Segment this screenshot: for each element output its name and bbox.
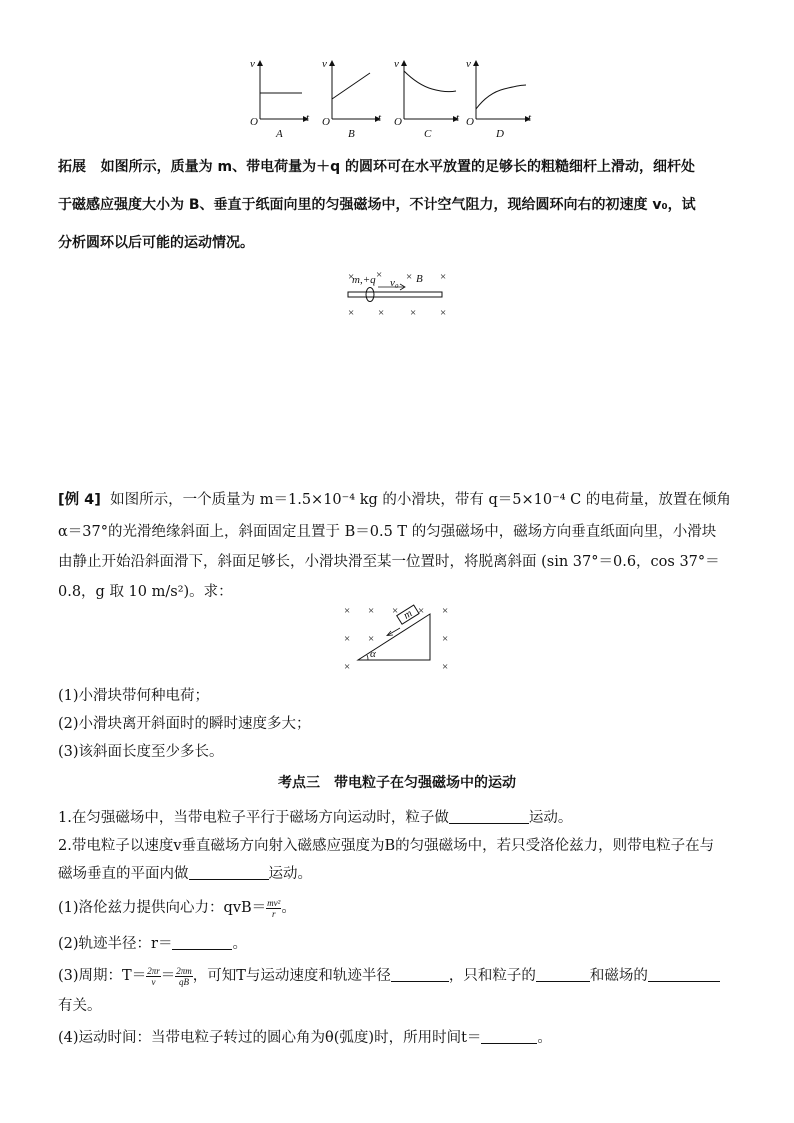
cross-mark: ×	[344, 633, 351, 645]
cross-mark: ×	[440, 307, 447, 319]
answer-blank[interactable]	[481, 1029, 537, 1044]
answer-blank[interactable]	[648, 967, 720, 982]
extension-label: 拓展	[58, 159, 86, 175]
formula-3-line-2: 有关。	[58, 998, 102, 1014]
graph-c-caption: C	[424, 128, 432, 140]
rod	[348, 292, 442, 297]
cross-mark: ×	[348, 271, 355, 283]
graph-b-t-label: t	[378, 112, 382, 124]
answer-blank[interactable]	[536, 967, 590, 982]
graph-a-caption: A	[276, 128, 283, 140]
example4-text-3: 由静止开始沿斜面滑下，斜面足够长，小滑块滑至某一位置时，将脱离斜面 (sin 37°＝0.6，cos 37°＝	[58, 554, 720, 570]
cross-mark: ×	[344, 661, 351, 673]
cross-mark: ×	[392, 605, 399, 617]
ring-rod-figure	[340, 268, 460, 322]
answer-blank[interactable]	[391, 967, 449, 982]
formula-3: (3)周期：T＝ $\frac{2\pi r}{v}$ ＝ $\frac{2\pi m}{qB}$ ，可知T与运动速度和轨迹半径 ，只和粒子的 和磁场的	[58, 964, 720, 987]
graph-c-origin: O	[394, 116, 402, 128]
cross-mark: ×	[406, 271, 413, 283]
ring-label-v0: v₀	[390, 277, 399, 289]
ring	[366, 288, 374, 302]
graph-d	[466, 58, 532, 140]
formula3-text: (3)周期：T＝	[58, 968, 147, 984]
example4-question-2: (2)小滑块离开斜面时的瞬时速度多大；	[58, 716, 311, 732]
extension-line-1	[58, 156, 695, 176]
fraction-2pim-qb: $\frac{2\pi m}{qB}$	[176, 965, 192, 987]
cross-mark: ×	[368, 633, 375, 645]
cross-mark: ×	[442, 661, 449, 673]
answer-blank[interactable]	[189, 865, 269, 880]
graph-d-t-label: t	[528, 112, 532, 124]
example4-question-1: (1)小滑块带何种电荷；	[58, 688, 210, 704]
cross-mark: ×	[376, 269, 383, 281]
ring-label-mq: m,+q	[352, 274, 376, 286]
extension-text-2: 于磁感应强度大小为 B、垂直于纸面向里的匀强磁场中，不计空气阻力，现给圆环向右的初速度 v₀，试	[58, 197, 696, 213]
formula4-text: (4)运动时间：当带电粒子转过的圆心角为θ(弧度)时，所用时间t＝	[58, 1030, 482, 1046]
section3-point-2-line-2	[58, 862, 312, 883]
section3-point-1	[58, 806, 572, 827]
graph-a-t-label: t	[306, 112, 310, 124]
incline-figure	[338, 600, 458, 674]
cross-mark: ×	[440, 271, 447, 283]
extension-text-1: 如图所示，质量为 m、带电荷量为＋q 的圆环可在水平放置的足够长的粗糙细杆上滑动，细杆处	[100, 159, 695, 175]
extension-text-3: 分析圆环以后可能的运动情况。	[58, 235, 254, 251]
fraction-mv2-r: $\frac{\text{mv²}}{r}$	[267, 897, 281, 919]
point1-text-before: 1.在匀强磁场中，当带电粒子平行于磁场方向运动时，粒子做	[58, 810, 449, 826]
graph-d-caption: D	[496, 128, 504, 140]
formula-2: (2)轨迹半径：r＝ 。	[58, 936, 247, 952]
graph-c-v-label: v	[394, 58, 399, 70]
graph-d-origin: O	[466, 116, 474, 128]
field-label-b: B	[416, 273, 423, 285]
graph-a-v-label: v	[250, 58, 255, 70]
graph-d-v-label: v	[466, 58, 471, 70]
example4-tag: [例 4]	[58, 492, 101, 508]
cross-mark: ×	[344, 605, 351, 617]
graph-a-origin: O	[250, 116, 258, 128]
graph-b-caption: B	[348, 128, 355, 140]
section3-point-2-line-1: 2.带电粒子以速度v垂直磁场方向射入磁感应强度为B的匀强磁场中，若只受洛伦兹力，则带电粒子在与	[58, 838, 715, 854]
vt-graphs	[240, 55, 540, 141]
graph-b-v-label: v	[322, 58, 327, 70]
cross-mark: ×	[418, 605, 425, 617]
graph-b	[322, 58, 382, 140]
cross-mark: ×	[442, 633, 449, 645]
cross-mark: ×	[348, 307, 355, 319]
section-title: 考点三 带电粒子在匀强磁场中的运动	[278, 775, 516, 791]
point2-text-before: 磁场垂直的平面内做	[58, 866, 189, 882]
answer-blank[interactable]	[449, 809, 529, 824]
formula-4: (4)运动时间：当带电粒子转过的圆心角为θ(弧度)时，所用时间t＝ 。	[58, 1030, 552, 1046]
example4-text-1: 如图所示，一个质量为 m＝1.5×10⁻⁴ kg 的小滑块，带有 q＝5×10⁻⁴ C 的电荷量，放置在倾角	[110, 492, 731, 508]
point2-text-after: 运动。	[268, 866, 312, 882]
graph-b-origin: O	[322, 116, 330, 128]
angle-label-alpha: α	[370, 648, 376, 660]
cross-mark: ×	[368, 605, 375, 617]
graph-c-t-label: t	[456, 112, 460, 124]
formula2-text: (2)轨迹半径：r＝	[58, 936, 173, 952]
formula-1: (1)洛伦兹力提供向心力：qvB＝ $\frac{\text{mv²}}{r}$ 。	[58, 897, 296, 919]
example4-question-3: (3)该斜面长度至少多长。	[58, 744, 224, 760]
cross-mark: ×	[378, 307, 385, 319]
block-label-m: m	[401, 607, 415, 622]
cross-mark: ×	[410, 307, 417, 319]
fraction-2pir-v: $\frac{2\pi r}{v}$	[147, 965, 160, 987]
formula1-text: (1)洛伦兹力提供向心力：qvB＝	[58, 900, 267, 916]
point1-text-after: 运动。	[528, 810, 573, 826]
cross-mark: ×	[442, 605, 449, 617]
graph-c	[394, 58, 460, 140]
example4-text-4: 0.8，g 取 10 m/s²)。求：	[58, 584, 233, 600]
example4-line-1	[58, 488, 731, 509]
answer-blank[interactable]	[172, 935, 232, 950]
graph-a	[250, 58, 310, 140]
example4-text-2: α＝37°的光滑绝缘斜面上，斜面固定且置于 B＝0.5 T 的匀强磁场中，磁场方向垂直纸面向里，小滑块	[58, 524, 717, 540]
